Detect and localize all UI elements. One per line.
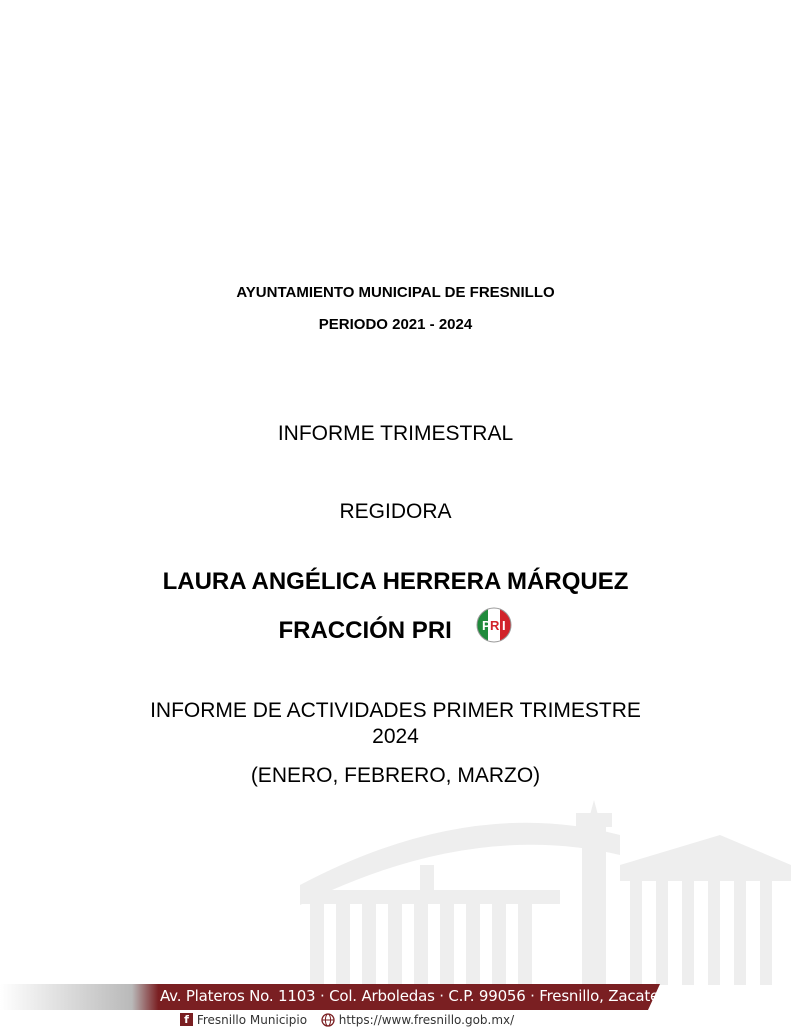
activities-line-2: 2024 [372, 725, 419, 748]
svg-text:I: I [501, 618, 506, 633]
role-label: REGIDORA [339, 500, 452, 523]
footer-links [180, 1013, 580, 1027]
period-label: PERIODO 2021 - 2024 [318, 316, 473, 333]
fraction-line [0, 612, 791, 651]
activities-title [0, 698, 791, 750]
facebook-icon: f [180, 1013, 193, 1026]
report-title: INFORME TRIMESTRAL [277, 422, 514, 445]
councilor-name: LAURA ANGÉLICA HERRERA MÁRQUEZ [162, 568, 629, 595]
fraction-label: FRACCIÓN PRI [278, 616, 452, 644]
svg-text:P: P [481, 618, 491, 633]
footer-address: Av. Plateros No. 1103 · Col. Arboledas · C.P. 99056 · Fresnillo, Zacatecas. [160, 987, 689, 1005]
svg-text:R: R [489, 618, 499, 633]
globe-icon [321, 1013, 335, 1030]
facebook-link[interactable]: Fresnillo Municipio [196, 1013, 308, 1027]
months-label: (ENERO, FEBRERO, MARZO) [250, 764, 541, 787]
org-title: AYUNTAMIENTO MUNICIPAL DE FRESNILLO [236, 284, 555, 301]
activities-line-1: INFORME DE ACTIVIDADES PRIMER TRIMESTRE [150, 699, 641, 722]
monument-watermark-icon [290, 795, 791, 985]
pri-logo-icon [475, 606, 513, 651]
website-link[interactable]: https://www.fresnillo.gob.mx/ [338, 1013, 515, 1027]
